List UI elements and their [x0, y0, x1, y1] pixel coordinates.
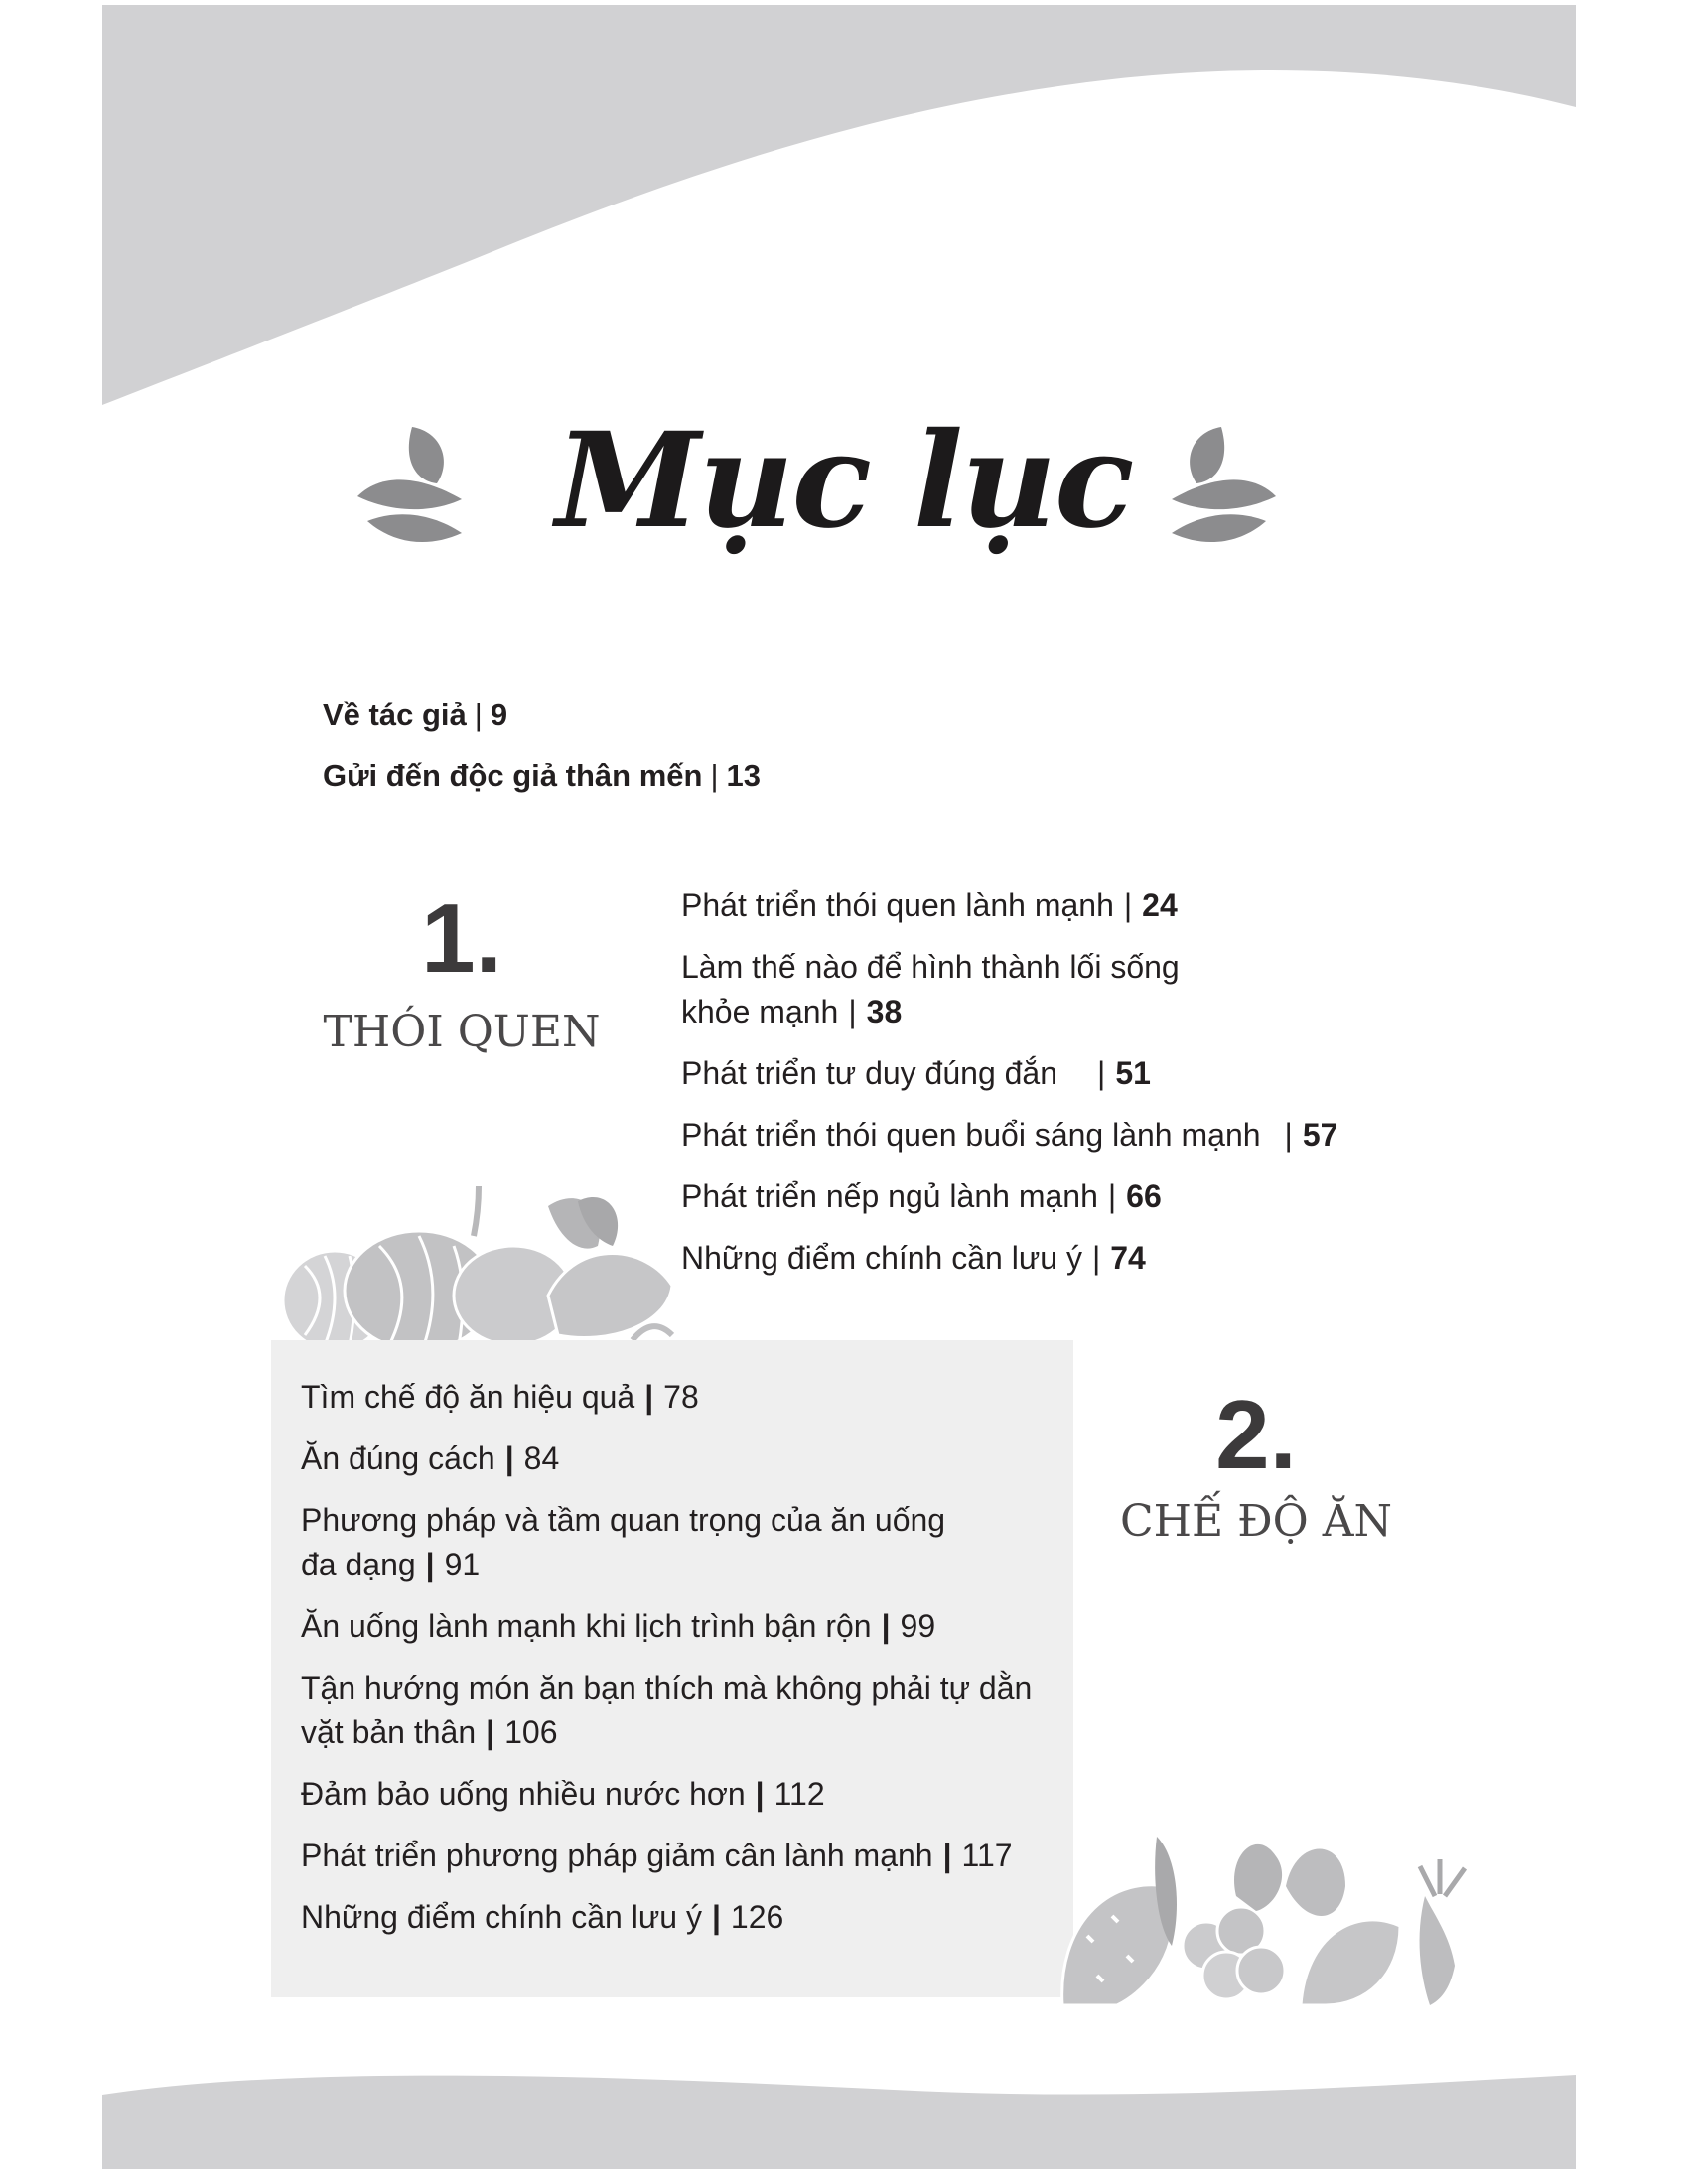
entry-label: Những điểm chính cần lưu ý	[681, 1240, 1082, 1276]
entry-label-continued: khỏe mạnh	[681, 994, 839, 1029]
entry-label: Đảm bảo uống nhiều nước hơn	[301, 1776, 746, 1812]
entry-page: 57	[1302, 1117, 1338, 1153]
toc-entry[interactable]	[301, 1834, 1085, 1878]
entry-label: Phát triển nếp ngủ lành mạnh	[681, 1178, 1098, 1214]
entry-label: Phát triển thói quen lành mạnh	[681, 887, 1114, 923]
separator: |	[474, 697, 483, 732]
chapter-2-list	[301, 1375, 1085, 1957]
entry-label-continued: đa dạng	[301, 1547, 416, 1582]
leaf-left-icon	[352, 422, 472, 551]
separator: |	[881, 1608, 891, 1644]
separator: |	[1091, 1240, 1101, 1276]
toc-entry[interactable]	[681, 1051, 1436, 1096]
toc-entry[interactable]	[681, 1174, 1436, 1219]
fruits-vegetables-illustration	[1057, 1817, 1484, 2005]
chapter-2-name: CHẾ ĐỘ ĂN	[1120, 1496, 1392, 1547]
toc-entry-about-author[interactable]	[323, 695, 761, 735]
entry-page: 106	[504, 1714, 558, 1750]
entry-label: Phát triển phương pháp giảm cân lành mạnh	[301, 1838, 933, 1873]
toc-entry[interactable]	[681, 884, 1436, 928]
entry-label: Phát triển thói quen buổi sáng lành mạnh	[681, 1117, 1261, 1153]
separator: |	[644, 1379, 654, 1415]
entry-label-continued: vặt bản thân	[301, 1714, 477, 1750]
chapter-2-number: 2.	[1215, 1380, 1297, 1489]
top-wave-decoration	[0, 0, 1688, 417]
separator: |	[504, 1440, 514, 1476]
entry-page: 117	[961, 1838, 1013, 1873]
chapter-1-list	[681, 884, 1436, 1297]
entry-page: 112	[774, 1776, 825, 1812]
entry-label: Ăn uống lành mạnh khi lịch trình bận rộn	[301, 1608, 872, 1644]
separator: |	[755, 1776, 765, 1812]
bottom-wave-decoration	[0, 2065, 1688, 2184]
entry-page: 9	[490, 697, 508, 732]
separator: |	[1097, 1055, 1106, 1091]
toc-entry[interactable]	[301, 1604, 1085, 1649]
page-title: Mục lục	[555, 404, 1133, 558]
separator: |	[486, 1714, 495, 1750]
entry-page: 66	[1126, 1178, 1162, 1214]
entry-label: Phát triển tư duy đúng đắn	[681, 1055, 1058, 1091]
entry-label: Những điểm chính cần lưu ý	[301, 1899, 702, 1935]
chapter-1-name: THÓI QUEN	[323, 1007, 601, 1057]
separator: |	[1107, 1178, 1117, 1214]
entry-page: 126	[730, 1899, 784, 1935]
separator: |	[848, 994, 857, 1029]
toc-entry[interactable]	[301, 1895, 1085, 1940]
entry-page: 99	[900, 1608, 936, 1644]
separator: |	[1123, 887, 1133, 923]
toc-entry[interactable]	[681, 1113, 1436, 1158]
toc-entry[interactable]	[301, 1498, 1085, 1587]
entry-label: Làm thế nào để hình thành lối sống	[681, 949, 1180, 985]
intro-entries	[323, 695, 761, 818]
toc-entry[interactable]	[301, 1772, 1085, 1817]
entry-label: Tìm chế độ ăn hiệu quả	[301, 1379, 635, 1415]
separator: |	[711, 1899, 721, 1935]
entry-label: Phương pháp và tầm quan trọng của ăn uống	[301, 1502, 946, 1538]
toc-entry[interactable]	[301, 1375, 1085, 1420]
entry-page: 91	[444, 1547, 481, 1582]
vegetables-illustration	[280, 1186, 697, 1345]
toc-entry[interactable]	[301, 1666, 1085, 1755]
entry-label: Gửi đến độc giả thân mến	[323, 758, 703, 793]
entry-label: Về tác giả	[323, 697, 467, 732]
separator: |	[942, 1838, 952, 1873]
chapter-1-number: 1.	[421, 884, 502, 993]
entry-page: 13	[726, 758, 761, 793]
toc-title-area	[0, 397, 1688, 586]
separator: |	[1284, 1117, 1293, 1153]
entry-page: 74	[1110, 1240, 1146, 1276]
entry-label: Ăn đúng cách	[301, 1440, 495, 1476]
toc-entry-dear-readers[interactable]	[323, 756, 761, 796]
entry-page: 51	[1115, 1055, 1151, 1091]
separator: |	[710, 758, 719, 793]
toc-entry[interactable]	[681, 945, 1436, 1034]
entry-page: 78	[663, 1379, 699, 1415]
toc-entry[interactable]	[681, 1236, 1436, 1281]
leaf-right-icon	[1162, 422, 1281, 551]
separator: |	[425, 1547, 435, 1582]
entry-page: 84	[523, 1440, 560, 1476]
entry-page: 38	[866, 994, 903, 1029]
toc-entry[interactable]	[301, 1436, 1085, 1481]
entry-page: 24	[1142, 887, 1178, 923]
entry-label: Tận hướng món ăn bạn thích mà không phải tự dằn	[301, 1670, 1033, 1706]
